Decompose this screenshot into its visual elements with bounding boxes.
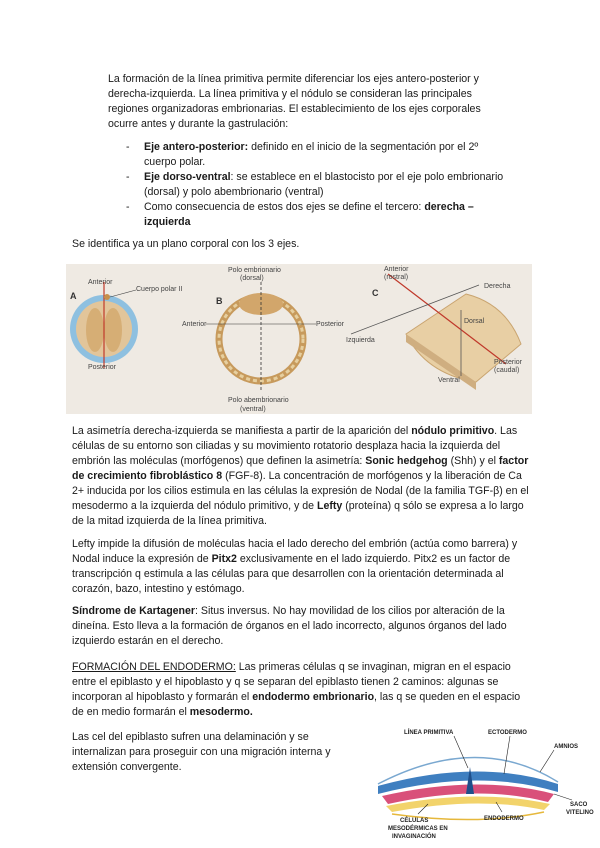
- panel-b-letter: B: [216, 296, 223, 306]
- label-izquierda: Izquierda: [346, 337, 375, 344]
- three-axes-sentence: Se identifica ya un plano corporal con los 3 ejes.: [72, 238, 300, 250]
- label-ectodermo: ECTODERMO: [488, 730, 527, 736]
- section-heading: FORMACIÓN DEL ENDODERMO:: [72, 661, 236, 673]
- list-item: - Como consecuencia de estos dos ejes se define el tercero: derecha – izquierda: [126, 200, 506, 230]
- label-b-posterior: Posterior: [316, 321, 345, 328]
- label-cuerpo-polar: Cuerpo polar II: [136, 286, 183, 293]
- label-rostral: (rostral): [384, 274, 409, 281]
- label-c-ventral: Ventral: [438, 377, 460, 384]
- list-item: - Eje antero-posterior: definido en el inicio de la segmentación por el 2º cuerpo polar.: [126, 140, 506, 170]
- label-polo-abembrionario: Polo abembrionario: [228, 397, 289, 404]
- label-ventral: (ventral): [240, 406, 266, 413]
- endoderm-paragraph: FORMACIÓN DEL ENDODERMO: Las primeras células q se invaginan, migran en el espacio entre el epiblasto y el hipoblasto y q se separan del epiblasto tienen 2 caminos: algunas se incorporan al hipoblasto y formarán el endodermo embrionario, las q se queden en el espacio de en medio formarán el mesodermo.: [72, 661, 521, 718]
- asymmetry-paragraph: La asimetría derecha-izquierda se manifiesta a partir de la aparición del nódulo primitivo. Las células de su entorno son ciliadas y su movimiento rotatorio desplaza hacia la izquierda del embrión las moléculas (morfógenos) que definen la asimetría: Sonic hedgehog (Shh) y el factor de crecimiento fibroblástico 8 (FGF-8). La concentración de morfógenos y la liberación de Ca 2+ inducida por los cilios estimula en las células la expresión de Nodal (de la familia TGF-β) en el mesodermo a la izquierda del nódulo primitivo, y de Lefty (proteína) q sólo se expresa a lo largo de la mitad izquierda de la línea primitiva.: [72, 425, 529, 527]
- intro-paragraph: La formación de la línea primitiva permite diferenciar los ejes antero-posterior y derecha-izquierda. La línea primitiva y el nódulo se consideran las principales regiones organizadoras embrionarias. El establecimiento de los ejes corporales ocurre antes y durante la gastrulación:: [108, 73, 481, 130]
- label-vitelino: VITELINO: [566, 810, 594, 816]
- label-invaginacion: INVAGINACIÓN: [392, 834, 436, 840]
- gastrulation-figure: [358, 722, 598, 842]
- label-anterior: Anterior: [88, 279, 113, 286]
- list-item: - Eje dorso-ventral: se establece en el blastocisto por el eje polo embrionario (dorsal) y polo abembrionario (ventral): [126, 170, 506, 200]
- label-amnios: AMNIOS: [554, 744, 578, 750]
- label-c-posterior: Posterior: [494, 359, 523, 366]
- label-b-anterior: Anterior: [182, 321, 207, 328]
- label-dorsal: (dorsal): [240, 275, 264, 282]
- label-c-anterior: Anterior: [384, 266, 409, 273]
- panel-a-letter: A: [70, 291, 77, 301]
- panel-c-letter: C: [372, 288, 379, 298]
- label-caudal: (caudal): [494, 367, 520, 374]
- kartagener-paragraph: Síndrome de Kartagener: Situs inversus. No hay movilidad de los cilios por alteración de la dineína. Esto lleva a la formación de órganos en el lado incorrecto, algunos órganos del lado izquierdo estarán en el derecho.: [72, 605, 507, 647]
- label-posterior: Posterior: [88, 364, 117, 371]
- label-celulas: CÉLULAS: [400, 818, 429, 824]
- label-dorsal-c: Dorsal: [464, 318, 485, 325]
- delamination-paragraph: Las cel del epiblasto sufren una delaminación y se internalizan para proseguir con una migración interna y extensión convergente.: [72, 731, 331, 773]
- label-saco: SACO: [570, 802, 588, 808]
- body-axes-figure: [66, 264, 532, 414]
- label-polo-embrionario: Polo embrionario: [228, 267, 281, 274]
- axes-list: [126, 140, 506, 230]
- label-linea-primitiva: LÍNEA PRIMITIVA: [404, 730, 454, 736]
- lefty-paragraph: Lefty impide la difusión de moléculas hacia el lado derecho del embrión (actúa como barrera) y Nodal induce la expresión de Pitx2 exclusivamente en el lado izquierdo. Pitx2 es un factor de transcripción q estimula a las células para que desarrollen con la orientación determinada al corazón, bazo, intestino y estómago.: [72, 538, 518, 595]
- label-derecha: Derecha: [484, 283, 511, 290]
- label-endodermo: ENDODERMO: [484, 816, 524, 822]
- label-mesodermicas: MESODÉRMICAS EN: [388, 826, 448, 832]
